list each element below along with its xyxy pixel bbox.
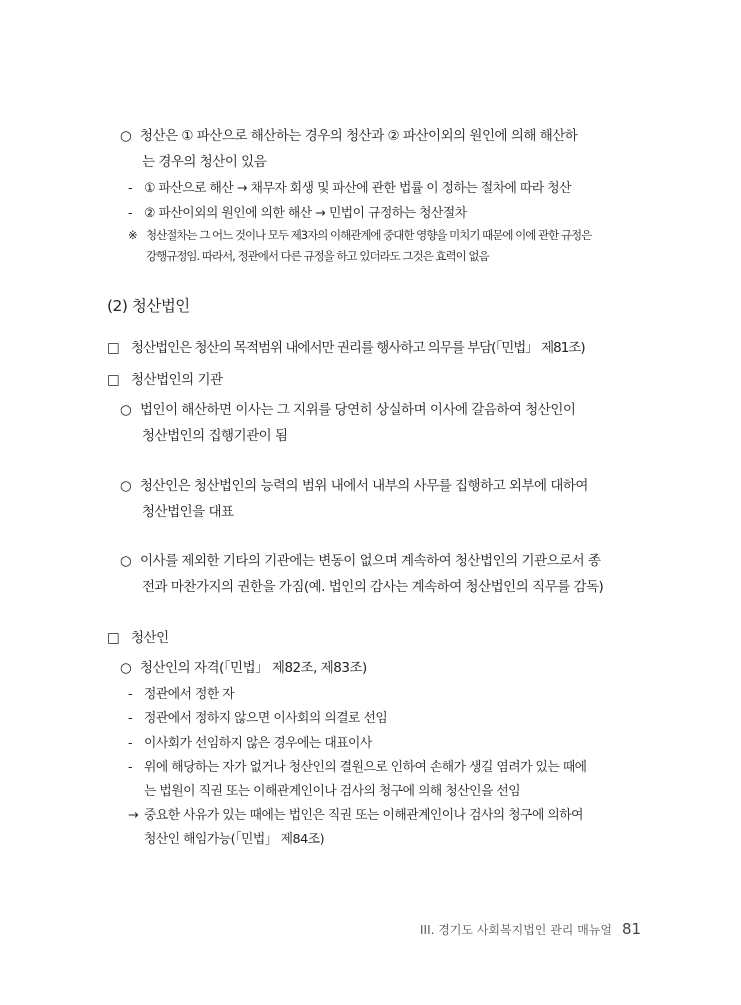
dash-bullet: - bbox=[128, 181, 133, 196]
dash-bullet: - bbox=[128, 711, 133, 726]
reference-note-cont: 강행규정임. 따라서, 정관에서 다른 규정을 하고 있더라도 그것은 효력이 없음 bbox=[146, 249, 489, 263]
liquidation-types-item: ○ 청산은 ① 파산으로 해산하는 경우의 청산과 ② 파산이외의 원인에 의해 해산하 bbox=[120, 128, 578, 144]
square-bullet: □ bbox=[107, 372, 120, 388]
qualification-dash-4-cont: 는 법원이 직권 또는 이해관계인이나 검사의 청구에 의해 청산인을 선임 bbox=[144, 784, 521, 799]
organ-item-2-cont: 청산법인을 대표 bbox=[142, 504, 234, 520]
organ-item-3: ○ 이사를 제외한 기타의 기관에는 변동이 없으며 계속하여 청산법인의 기관으로서 종 bbox=[120, 553, 601, 569]
circle-bullet: ○ bbox=[120, 478, 132, 494]
dash-bullet: - bbox=[128, 687, 133, 702]
dismissal-arrow-item: → 중요한 사유가 있는 때에는 법인은 직권 또는 이해관계인이나 검사의 청구에 의하여 bbox=[128, 808, 583, 823]
section-heading: (2) 청산법인 bbox=[107, 297, 190, 315]
page-number: 81 bbox=[621, 920, 642, 938]
qualification-dash-2: - 정관에서 정하지 않으면 이사회의 의결로 선임 bbox=[128, 711, 388, 726]
qualification-dash-1: - 정관에서 정한 자 bbox=[128, 687, 235, 702]
liquidation-types-item-cont: 는 경우의 청산이 있음 bbox=[142, 154, 267, 170]
circle-bullet: ○ bbox=[120, 660, 132, 676]
dash-bullet: - bbox=[128, 206, 133, 221]
organ-item-1: ○ 법인이 해산하면 이사는 그 지위를 당연히 상실하며 이사에 갈음하여 청산인이 bbox=[120, 402, 576, 418]
liquidator-heading: □ 청산인 bbox=[107, 630, 169, 646]
page-footer bbox=[420, 920, 641, 938]
circle-bullet: ○ bbox=[120, 128, 132, 144]
qualification-dash-4: - 위에 해당하는 자가 없거나 청산인의 결원으로 인하여 손해가 생길 염려가 있는 때에 bbox=[128, 760, 587, 775]
square-bullet: □ bbox=[107, 630, 120, 646]
qualification-dash-3: - 이사회가 선임하지 않은 경우에는 대표이사 bbox=[128, 736, 372, 751]
organ-item-2: ○ 청산인은 청산법인의 능력의 범위 내에서 내부의 사무를 집행하고 외부에 대하여 bbox=[120, 478, 588, 494]
arrow-right-icon: → bbox=[128, 808, 139, 823]
dash-bullet: - bbox=[128, 760, 133, 775]
circle-bullet: ○ bbox=[120, 402, 132, 418]
circle-bullet: ○ bbox=[120, 553, 132, 569]
qualification-item: ○ 청산인의 자격(「민법」 제82조, 제83조) bbox=[120, 660, 367, 676]
organ-item-3-cont: 전과 마찬가지의 권한을 가짐(예. 법인의 감사는 계속하여 청산법인의 직무를 감독) bbox=[142, 579, 604, 595]
square-bullet: □ bbox=[107, 340, 119, 356]
reference-note: ※ 청산절차는 그 어느 것이나 모두 제3자의 이해관계에 중대한 영향을 미치기 때문에 이에 관한 규정은 bbox=[128, 228, 592, 242]
liquidation-corp-definition: □ 청산법인은 청산의 목적범위 내에서만 권리를 행사하고 의무를 부담(「민법」 제81조) bbox=[107, 340, 585, 356]
reference-mark: ※ bbox=[128, 228, 137, 242]
dash-bullet: - bbox=[128, 736, 133, 751]
other-cause-sub-item: - ② 파산이외의 원인에 의한 해산 → 민법이 규정하는 청산절차 bbox=[128, 206, 467, 221]
bankruptcy-sub-item: - ① 파산으로 해산 → 채무자 회생 및 파산에 관한 법률 이 정하는 절차에 따라 청산 bbox=[128, 181, 571, 196]
organ-item-1-cont: 청산법인의 집행기관이 됨 bbox=[142, 428, 288, 444]
dismissal-arrow-item-cont: 청산인 해임가능(「민법」 제84조) bbox=[144, 832, 325, 847]
footer-title: III. 경기도 사회복지법인 관리 매뉴얼 bbox=[420, 923, 612, 937]
liquidation-corp-organs-heading: □ 청산법인의 기관 bbox=[107, 372, 223, 388]
